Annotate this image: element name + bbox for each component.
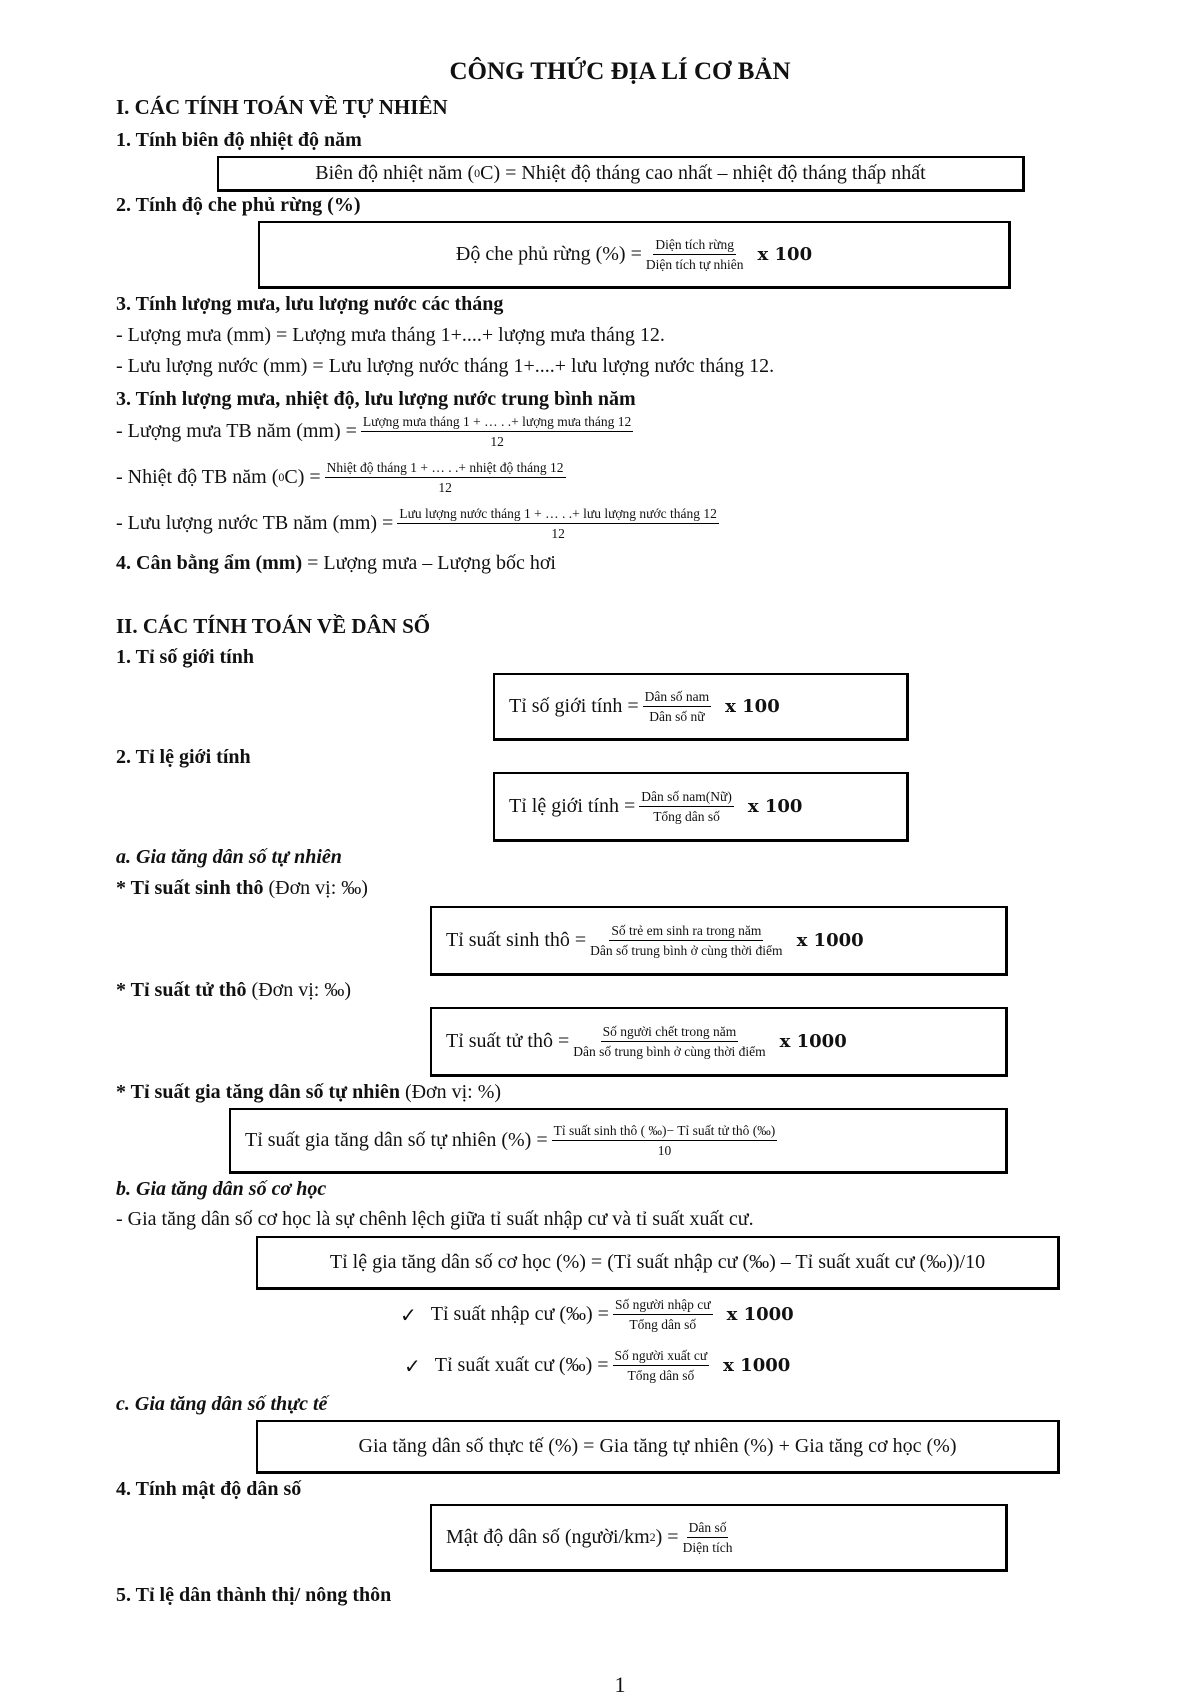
death-rate-formula [430, 1007, 1008, 1077]
birth-rate-label-bold: * Tỉ suất sinh thô [116, 877, 264, 899]
fraction-numerator: Lưu lượng nước tháng 1 + … . .+ lưu lượng nước tháng 12 [397, 506, 719, 524]
death-rate-label [116, 979, 351, 1002]
rain-avg-fraction [361, 414, 633, 449]
fraction-numerator: Số người xuất cư [613, 1348, 710, 1366]
degree-sup: 0 [278, 470, 285, 484]
moisture-balance-formula: = Lượng mưa – Lượng bốc hơi [302, 552, 556, 574]
fraction-denominator: 12 [490, 434, 504, 449]
fraction-denominator: 12 [551, 526, 565, 541]
emigration-rate-lhs: Tỉ suất xuất cư (‰) = [434, 1354, 609, 1376]
fraction-denominator: Dân số trung bình ở cùng thời điểm [590, 943, 783, 958]
sex-rate-fraction [639, 789, 734, 824]
fraction-numerator: Số người chết trong năm [601, 1024, 739, 1042]
fraction-denominator: Tổng dân số [653, 809, 720, 824]
temp-range-post: C) = Nhiệt độ tháng cao nhất – nhiệt độ tháng thấp nhất [480, 162, 926, 184]
flow-total-line: - Lưu lượng nước (mm) = Lưu lượng nước tháng 1+....+ lưu lượng nước tháng 12. [116, 355, 775, 377]
fraction-denominator: Dân số trung bình ở cùng thời điểm [573, 1044, 766, 1059]
birth-rate-fraction [590, 923, 782, 958]
multiplier: x 1000 [796, 930, 864, 951]
immigration-rate-lhs: Tỉ suất nhập cư (‰) = [430, 1303, 609, 1325]
fraction-denominator: Tổng dân số [629, 1317, 697, 1332]
temp-avg-lhs-pre: - Nhiệt độ TB năm ( [116, 466, 279, 488]
sex-rate-heading: 2. Tỉ lệ giới tính [116, 746, 251, 768]
birth-rate-label [116, 877, 368, 900]
multiplier: x 1000 [779, 1031, 847, 1052]
rain-avg-line [116, 414, 637, 449]
temp-avg-line [116, 460, 570, 495]
natural-growth-formula [229, 1108, 1008, 1174]
multiplier: x 100 [757, 244, 813, 265]
fraction-numerator: Diện tích rừng [653, 237, 736, 255]
page-title: CÔNG THỨC ĐỊA LÍ CƠ BẢN [449, 58, 791, 85]
birth-rate-unit: (Đơn vị: ‰) [263, 877, 368, 899]
temp-range-pre: Biên độ nhiệt năm ( [315, 162, 475, 184]
temp-avg-lhs-post: C) = [284, 466, 321, 488]
flow-avg-lhs: - Lưu lượng nước TB năm (mm) = [116, 512, 394, 534]
multiplier: x 1000 [723, 1355, 791, 1376]
birth-rate-formula [430, 906, 1008, 976]
fraction-denominator: Diện tích tự nhiên [645, 257, 744, 272]
natural-growth-label-bold: * Tỉ suất gia tăng dân số tự nhiên [116, 1081, 400, 1103]
death-rate-label-bold: * Tỉ suất tử thô [116, 979, 247, 1001]
urban-rural-heading: 5. Tỉ lệ dân thành thị/ nông thôn [116, 1584, 392, 1606]
density-formula [430, 1504, 1008, 1572]
annual-avg-heading: 3. Tính lượng mưa, nhiệt độ, lưu lượng nước trung bình năm [116, 388, 636, 410]
fraction-denominator: Dân số nữ [649, 709, 705, 724]
forest-cover-heading: 2. Tính độ che phủ rừng (%) [116, 194, 361, 216]
death-rate-lhs: Tỉ suất tử thô = [446, 1030, 570, 1052]
temp-range-formula [217, 156, 1025, 192]
fraction-numerator: Lượng mưa tháng 1 + … . .+ lượng mưa tháng 12 [361, 414, 633, 432]
fraction-numerator: Số trẻ em sinh ra trong năm [609, 923, 763, 941]
checkmark-icon: ✓ [404, 1353, 421, 1378]
sex-rate-formula [493, 772, 909, 842]
section-2-heading: II. CÁC TÍNH TOÁN VỀ DÂN SỐ [116, 614, 431, 638]
fraction-numerator: Dân số nam(Nữ) [639, 789, 734, 807]
density-heading: 4. Tính mật độ dân số [116, 1478, 302, 1500]
density-lhs-pre: Mật độ dân số (người/km [446, 1526, 650, 1548]
moisture-balance-label: 4. Cân bằng ẩm (mm) [116, 552, 303, 574]
multiplier: x 100 [747, 796, 803, 817]
mechanical-growth-heading: b. Gia tăng dân số cơ học [116, 1178, 327, 1200]
sex-ratio-heading: 1. Tỉ số giới tính [116, 646, 254, 668]
emigration-rate-fraction [613, 1348, 710, 1383]
flow-avg-fraction [397, 506, 719, 541]
fraction-numerator: Dân số nam [643, 689, 712, 707]
birth-rate-lhs: Tỉ suất sinh thô = [446, 929, 587, 951]
fraction-denominator: Tổng dân số [627, 1368, 695, 1383]
fraction-denominator: Diện tích [682, 1540, 733, 1555]
mechanical-growth-formula: Tỉ lệ gia tăng dân số cơ học (%) = (Tỉ suất nhập cư (‰) – Tỉ suất xuất cư (‰))/10 [256, 1236, 1060, 1290]
degree-sup: 0 [474, 166, 481, 180]
sex-rate-lhs: Tỉ lệ giới tính = [509, 795, 636, 817]
forest-cover-fraction [646, 237, 744, 272]
emigration-rate-line [404, 1348, 790, 1383]
density-lhs-post: ) = [655, 1526, 679, 1548]
fraction-numerator: Nhiệt độ tháng 1 + … . .+ nhiệt độ tháng 12 [325, 460, 566, 478]
natural-growth-heading: a. Gia tăng dân số tự nhiên [116, 846, 342, 868]
mechanical-growth-description: - Gia tăng dân số cơ học là sự chênh lệch giữa tỉ suất nhập cư và tỉ suất xuất cư. [116, 1208, 754, 1230]
actual-growth-formula: Gia tăng dân số thực tế (%) = Gia tăng tự nhiên (%) + Gia tăng cơ học (%) [256, 1420, 1060, 1474]
section-1-heading: I. CÁC TÍNH TOÁN VỀ TỰ NHIÊN [116, 95, 448, 119]
fraction-numerator: Tỉ suất sinh thô ( ‰)− Tỉ suất tử thô (‰) [552, 1123, 778, 1141]
death-rate-fraction [573, 1024, 765, 1059]
fraction-denominator: 10 [657, 1143, 672, 1158]
fraction-numerator: Số người nhập cư [613, 1297, 713, 1315]
monthly-rain-heading: 3. Tính lượng mưa, lưu lượng nước các tháng [116, 293, 504, 315]
forest-cover-formula [258, 221, 1011, 289]
moisture-balance-line [116, 552, 556, 575]
page-number: 1 [614, 1672, 626, 1697]
square-sup: 2 [649, 1530, 656, 1544]
fraction-numerator: Dân số [687, 1520, 729, 1538]
multiplier: x 1000 [726, 1304, 794, 1325]
multiplier: x 100 [725, 696, 780, 717]
fraction-denominator: 12 [438, 480, 452, 495]
rain-total-line: - Lượng mưa (mm) = Lượng mưa tháng 1+....+ lượng mưa tháng 12. [116, 324, 665, 346]
natural-growth-fraction [552, 1123, 778, 1158]
sex-ratio-formula [493, 673, 909, 741]
natural-growth-unit: (Đơn vị: %) [399, 1081, 502, 1103]
death-rate-unit: (Đơn vị: ‰) [246, 979, 351, 1001]
temp-range-heading: 1. Tính biên độ nhiệt độ năm [116, 129, 362, 151]
rain-avg-lhs: - Lượng mưa TB năm (mm) = [116, 420, 357, 442]
density-fraction [683, 1520, 733, 1555]
natural-growth-lhs: Tỉ suất gia tăng dân số tự nhiên (%) = [245, 1129, 548, 1151]
actual-growth-heading: c. Gia tăng dân số thực tế [116, 1393, 328, 1415]
checkmark-icon: ✓ [400, 1302, 417, 1327]
sex-ratio-fraction [643, 689, 712, 724]
forest-cover-lhs: Độ che phủ rừng (%) = [455, 243, 642, 265]
flow-avg-line [116, 506, 723, 541]
temp-avg-fraction [325, 460, 566, 495]
immigration-rate-line [400, 1297, 794, 1332]
immigration-rate-fraction [613, 1297, 713, 1332]
sex-ratio-lhs: Tỉ số giới tính = [509, 695, 639, 717]
natural-growth-label [116, 1081, 501, 1104]
